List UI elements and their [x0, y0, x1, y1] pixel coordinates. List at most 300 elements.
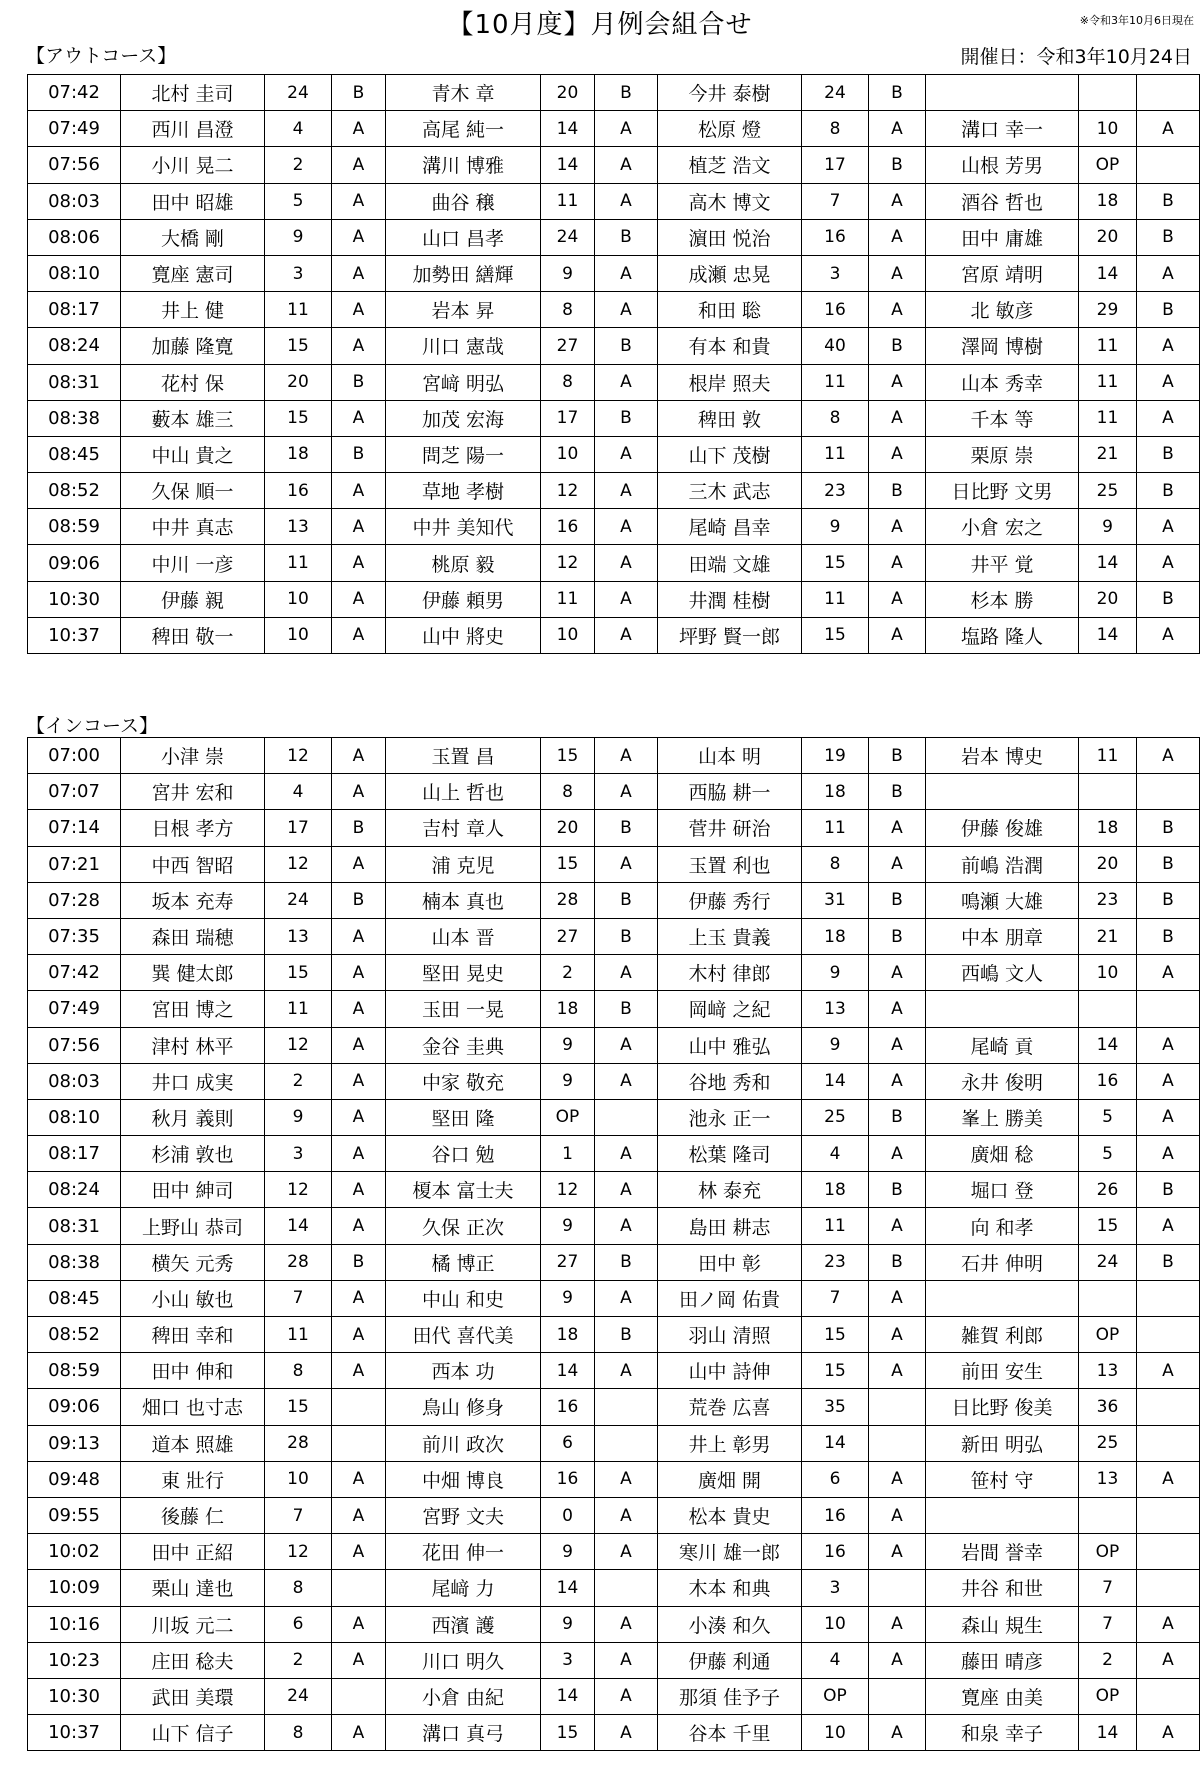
player-handicap: 16 — [802, 1534, 869, 1570]
player-handicap: OP — [802, 1678, 869, 1714]
player-class: A — [1137, 255, 1200, 291]
table-row — [28, 1497, 1200, 1533]
player-class: A — [332, 1280, 386, 1316]
player-name: 道本 照雄 — [121, 1425, 265, 1461]
player-handicap: 27 — [541, 328, 595, 364]
player-handicap: 8 — [265, 1715, 332, 1751]
player-handicap: 7 — [802, 1280, 869, 1316]
player-handicap: OP — [1079, 1534, 1137, 1570]
player-class: B — [869, 75, 926, 111]
player-name: 井上 彰男 — [658, 1425, 802, 1461]
player-class — [1137, 1317, 1200, 1353]
player-name: 廣畑 開 — [658, 1461, 802, 1497]
player-handicap: 3 — [265, 255, 332, 291]
player-handicap: 9 — [541, 1606, 595, 1642]
player-name: 和田 聡 — [658, 292, 802, 328]
player-name: 花村 保 — [121, 364, 265, 400]
player-class: A — [332, 774, 386, 810]
player-handicap — [1079, 1280, 1137, 1316]
table-row — [28, 810, 1200, 846]
in-course-table — [27, 737, 1200, 1751]
player-class: A — [332, 617, 386, 653]
player-name: 林 泰充 — [658, 1172, 802, 1208]
player-handicap: 7 — [265, 1280, 332, 1316]
player-name: 宮野 文夫 — [386, 1497, 541, 1533]
player-handicap: 20 — [1079, 846, 1137, 882]
player-handicap: 21 — [1079, 918, 1137, 954]
table-row — [28, 473, 1200, 509]
player-name: 高木 博文 — [658, 183, 802, 219]
player-class: A — [595, 1461, 658, 1497]
player-name: 草地 孝樹 — [386, 473, 541, 509]
player-handicap: 24 — [265, 1678, 332, 1714]
table-row — [28, 436, 1200, 472]
player-name: 堅田 晃史 — [386, 955, 541, 991]
player-name: 荒巻 広喜 — [658, 1389, 802, 1425]
player-handicap: 10 — [265, 617, 332, 653]
player-handicap: 18 — [541, 991, 595, 1027]
player-class — [1137, 1280, 1200, 1316]
player-name: 吉村 章人 — [386, 810, 541, 846]
player-class: A — [332, 219, 386, 255]
tee-time: 07:56 — [28, 147, 121, 183]
player-name: 庄田 稔夫 — [121, 1642, 265, 1678]
player-class: A — [332, 1534, 386, 1570]
player-name: 川口 明久 — [386, 1642, 541, 1678]
table-row — [28, 1389, 1200, 1425]
tee-time: 09:06 — [28, 1389, 121, 1425]
player-name: 小津 崇 — [121, 738, 265, 774]
tee-time: 08:45 — [28, 1280, 121, 1316]
player-name: 浦 克児 — [386, 846, 541, 882]
player-name: 中井 美知代 — [386, 509, 541, 545]
player-handicap: 19 — [802, 738, 869, 774]
player-handicap: 8 — [541, 292, 595, 328]
player-handicap: 14 — [1079, 255, 1137, 291]
player-handicap: 24 — [802, 75, 869, 111]
player-handicap: 3 — [802, 255, 869, 291]
player-handicap: 6 — [265, 1606, 332, 1642]
player-class: A — [332, 147, 386, 183]
player-handicap: 15 — [265, 955, 332, 991]
player-handicap: 15 — [541, 846, 595, 882]
player-handicap: 9 — [1079, 509, 1137, 545]
player-name: 菅井 研治 — [658, 810, 802, 846]
player-name: 西嶋 文人 — [926, 955, 1079, 991]
player-name: 杉本 勝 — [926, 581, 1079, 617]
player-class: A — [595, 292, 658, 328]
player-handicap: OP — [1079, 1678, 1137, 1714]
player-name: 岩間 誉幸 — [926, 1534, 1079, 1570]
player-name: 今井 泰樹 — [658, 75, 802, 111]
player-handicap — [1079, 774, 1137, 810]
player-name — [926, 75, 1079, 111]
player-handicap: 4 — [265, 774, 332, 810]
player-name: 川口 憲哉 — [386, 328, 541, 364]
player-handicap: 15 — [265, 400, 332, 436]
player-handicap: 3 — [541, 1642, 595, 1678]
player-handicap: 4 — [265, 111, 332, 147]
player-name: 田中 伸和 — [121, 1353, 265, 1389]
player-handicap: 2 — [265, 1063, 332, 1099]
player-name: 武田 美環 — [121, 1678, 265, 1714]
player-handicap: 8 — [265, 1353, 332, 1389]
player-handicap: 10 — [1079, 955, 1137, 991]
player-class: B — [869, 774, 926, 810]
player-name: 中井 真志 — [121, 509, 265, 545]
player-class — [332, 1425, 386, 1461]
player-handicap: 10 — [802, 1606, 869, 1642]
player-class: B — [595, 1317, 658, 1353]
player-name: 前田 安生 — [926, 1353, 1079, 1389]
player-handicap: 7 — [265, 1497, 332, 1533]
tee-time: 08:17 — [28, 292, 121, 328]
in-course-label: 【インコース】 — [26, 715, 159, 737]
player-class — [332, 1570, 386, 1606]
player-name: 日根 孝方 — [121, 810, 265, 846]
player-class: A — [869, 400, 926, 436]
player-name: 田中 昭雄 — [121, 183, 265, 219]
player-handicap: 11 — [541, 581, 595, 617]
player-handicap: 12 — [541, 473, 595, 509]
player-class: B — [332, 1244, 386, 1280]
player-class: A — [869, 1317, 926, 1353]
player-class: A — [869, 1534, 926, 1570]
player-class: A — [869, 846, 926, 882]
player-class: A — [595, 473, 658, 509]
player-handicap: 14 — [541, 147, 595, 183]
player-class: A — [332, 473, 386, 509]
player-class: A — [595, 955, 658, 991]
player-name: 山中 詩伸 — [658, 1353, 802, 1389]
tee-time: 08:31 — [28, 364, 121, 400]
player-name: 日比野 文男 — [926, 473, 1079, 509]
player-handicap: 14 — [1079, 1027, 1137, 1063]
player-handicap — [1079, 1497, 1137, 1533]
player-name: 西濱 護 — [386, 1606, 541, 1642]
tee-time: 08:59 — [28, 1353, 121, 1389]
player-name: 笹村 守 — [926, 1461, 1079, 1497]
tee-time: 10:16 — [28, 1606, 121, 1642]
player-name: 井上 健 — [121, 292, 265, 328]
player-handicap: 5 — [1079, 1136, 1137, 1172]
player-class: A — [869, 292, 926, 328]
player-handicap: 20 — [1079, 581, 1137, 617]
player-class — [1137, 991, 1200, 1027]
player-class: B — [1137, 810, 1200, 846]
player-name: 井口 成実 — [121, 1063, 265, 1099]
player-class: A — [869, 1606, 926, 1642]
tee-time: 08:45 — [28, 436, 121, 472]
player-class: A — [595, 436, 658, 472]
player-class: A — [332, 292, 386, 328]
player-class: A — [332, 545, 386, 581]
table-row — [28, 1063, 1200, 1099]
player-class: A — [332, 1027, 386, 1063]
player-name: 田端 文雄 — [658, 545, 802, 581]
player-name: 羽山 清照 — [658, 1317, 802, 1353]
player-name: 三木 武志 — [658, 473, 802, 509]
player-class: A — [869, 1208, 926, 1244]
player-class: A — [1137, 1063, 1200, 1099]
player-class: A — [332, 1172, 386, 1208]
player-name: 横矢 元秀 — [121, 1244, 265, 1280]
player-handicap: 27 — [541, 918, 595, 954]
player-name: 楠本 真也 — [386, 882, 541, 918]
player-handicap: 23 — [1079, 882, 1137, 918]
player-name: 中川 一彦 — [121, 545, 265, 581]
table-row — [28, 918, 1200, 954]
player-handicap: 2 — [541, 955, 595, 991]
player-class: B — [869, 1172, 926, 1208]
player-class: B — [1137, 1172, 1200, 1208]
player-name: 稗田 幸和 — [121, 1317, 265, 1353]
player-name: 大橋 剛 — [121, 219, 265, 255]
table-row — [28, 219, 1200, 255]
player-class: A — [869, 1136, 926, 1172]
player-handicap: 16 — [541, 1461, 595, 1497]
player-name: 問芝 陽一 — [386, 436, 541, 472]
table-row — [28, 955, 1200, 991]
tee-time: 09:13 — [28, 1425, 121, 1461]
player-class: B — [1137, 183, 1200, 219]
player-name: 津村 林平 — [121, 1027, 265, 1063]
player-handicap: 10 — [265, 581, 332, 617]
player-handicap: 21 — [1079, 436, 1137, 472]
player-handicap: 14 — [1079, 617, 1137, 653]
player-class: A — [1137, 1099, 1200, 1135]
player-handicap: 9 — [541, 1027, 595, 1063]
player-name: 木本 和典 — [658, 1570, 802, 1606]
player-name: 田中 紳司 — [121, 1172, 265, 1208]
player-class — [869, 1678, 926, 1714]
table-row — [28, 846, 1200, 882]
player-class — [869, 1389, 926, 1425]
tee-time: 08:06 — [28, 219, 121, 255]
player-class: A — [332, 1317, 386, 1353]
player-name: 成瀬 忠晃 — [658, 255, 802, 291]
player-class: A — [332, 400, 386, 436]
table-row — [28, 75, 1200, 111]
player-class — [1137, 1389, 1200, 1425]
player-handicap: 26 — [1079, 1172, 1137, 1208]
player-name: 藤田 晴彦 — [926, 1642, 1079, 1678]
player-handicap: 23 — [802, 1244, 869, 1280]
player-name: 前嶋 浩潤 — [926, 846, 1079, 882]
player-handicap: 24 — [541, 219, 595, 255]
player-class: A — [595, 1678, 658, 1714]
player-handicap: 18 — [1079, 810, 1137, 846]
player-handicap: 10 — [1079, 111, 1137, 147]
player-handicap: 18 — [1079, 183, 1137, 219]
player-handicap: 11 — [541, 183, 595, 219]
player-class: A — [869, 1027, 926, 1063]
player-name: 松原 燈 — [658, 111, 802, 147]
player-name: 尾崎 貢 — [926, 1027, 1079, 1063]
player-name — [926, 774, 1079, 810]
table-row — [28, 882, 1200, 918]
player-handicap: 1 — [541, 1136, 595, 1172]
player-class: A — [1137, 1461, 1200, 1497]
player-class: A — [869, 219, 926, 255]
player-handicap: 16 — [541, 509, 595, 545]
tee-time: 09:06 — [28, 545, 121, 581]
player-handicap: 11 — [802, 364, 869, 400]
player-name: 宮田 博之 — [121, 991, 265, 1027]
player-name: 山上 哲也 — [386, 774, 541, 810]
player-class: B — [332, 436, 386, 472]
player-handicap: 8 — [541, 774, 595, 810]
tee-time: 07:42 — [28, 955, 121, 991]
player-class: A — [869, 111, 926, 147]
player-handicap: 9 — [541, 1063, 595, 1099]
player-name: 金谷 圭典 — [386, 1027, 541, 1063]
player-class: A — [332, 1642, 386, 1678]
player-name: 新田 明弘 — [926, 1425, 1079, 1461]
player-class: A — [595, 581, 658, 617]
table-row — [28, 1353, 1200, 1389]
tee-time: 07:35 — [28, 918, 121, 954]
player-handicap: 15 — [1079, 1208, 1137, 1244]
player-class — [1137, 75, 1200, 111]
player-name: 谷本 千里 — [658, 1715, 802, 1751]
player-class: A — [332, 1715, 386, 1751]
player-handicap: 13 — [265, 509, 332, 545]
player-handicap: OP — [1079, 1317, 1137, 1353]
player-class: A — [869, 545, 926, 581]
tee-time: 07:42 — [28, 75, 121, 111]
player-handicap: 6 — [802, 1461, 869, 1497]
player-class: A — [332, 1063, 386, 1099]
player-name: 澤岡 博樹 — [926, 328, 1079, 364]
player-name: 寒川 雄一郎 — [658, 1534, 802, 1570]
player-class: A — [869, 810, 926, 846]
tee-time: 07:00 — [28, 738, 121, 774]
player-handicap: 27 — [541, 1244, 595, 1280]
player-name: 久保 正次 — [386, 1208, 541, 1244]
player-name: 井潤 桂樹 — [658, 581, 802, 617]
table-row — [28, 1642, 1200, 1678]
player-handicap: 9 — [541, 1208, 595, 1244]
player-class: B — [595, 1244, 658, 1280]
tee-time: 09:55 — [28, 1497, 121, 1533]
player-name: 稗田 敬一 — [121, 617, 265, 653]
player-class: A — [332, 509, 386, 545]
player-handicap: 16 — [265, 473, 332, 509]
player-class: A — [869, 1642, 926, 1678]
player-handicap: 31 — [802, 882, 869, 918]
player-class — [1137, 1534, 1200, 1570]
player-class: B — [1137, 473, 1200, 509]
player-name: 田代 喜代美 — [386, 1317, 541, 1353]
player-class: A — [595, 1606, 658, 1642]
player-name: 向 和孝 — [926, 1208, 1079, 1244]
player-name: 川坂 元二 — [121, 1606, 265, 1642]
player-name: 根岸 照夫 — [658, 364, 802, 400]
player-name: 坂本 充寿 — [121, 882, 265, 918]
player-class: A — [595, 183, 658, 219]
player-handicap: 5 — [1079, 1099, 1137, 1135]
tee-time: 10:02 — [28, 1534, 121, 1570]
player-class: B — [869, 882, 926, 918]
player-name: 永井 俊明 — [926, 1063, 1079, 1099]
player-name: 上玉 貴義 — [658, 918, 802, 954]
player-handicap: 2 — [265, 147, 332, 183]
player-handicap: 11 — [1079, 400, 1137, 436]
player-name: 玉置 昌 — [386, 738, 541, 774]
player-name: 田中 庸雄 — [926, 219, 1079, 255]
player-class: A — [595, 1534, 658, 1570]
player-handicap: 3 — [802, 1570, 869, 1606]
player-name: 堀口 登 — [926, 1172, 1079, 1208]
player-class: A — [1137, 1606, 1200, 1642]
player-handicap: 20 — [1079, 219, 1137, 255]
table-row — [28, 1606, 1200, 1642]
player-class: A — [869, 509, 926, 545]
player-handicap: 10 — [802, 1715, 869, 1751]
player-class: A — [595, 1715, 658, 1751]
player-class: A — [1137, 111, 1200, 147]
player-name: 堅田 隆 — [386, 1099, 541, 1135]
player-handicap: 13 — [1079, 1353, 1137, 1389]
player-name: 上野山 恭司 — [121, 1208, 265, 1244]
player-class: A — [595, 1642, 658, 1678]
player-class: B — [595, 219, 658, 255]
player-name: 岩本 昇 — [386, 292, 541, 328]
player-class: A — [869, 436, 926, 472]
player-name: 坪野 賢一郎 — [658, 617, 802, 653]
player-name: 久保 順一 — [121, 473, 265, 509]
table-row — [28, 1280, 1200, 1316]
player-class — [332, 1389, 386, 1425]
player-class: A — [332, 111, 386, 147]
player-class: A — [332, 1353, 386, 1389]
player-name: 那須 佳予子 — [658, 1678, 802, 1714]
tee-time: 07:56 — [28, 1027, 121, 1063]
player-name: 栗山 達也 — [121, 1570, 265, 1606]
player-handicap: 13 — [1079, 1461, 1137, 1497]
player-class — [1137, 774, 1200, 810]
player-class: A — [1137, 1642, 1200, 1678]
player-class — [595, 1425, 658, 1461]
page-title: 【10月度】月例会組合せ — [447, 10, 753, 40]
player-class: A — [869, 1461, 926, 1497]
player-handicap: 11 — [265, 1317, 332, 1353]
tee-time: 10:37 — [28, 617, 121, 653]
tee-time: 10:37 — [28, 1715, 121, 1751]
table-row — [28, 1534, 1200, 1570]
tee-time: 08:03 — [28, 1063, 121, 1099]
tee-time: 07:14 — [28, 810, 121, 846]
tee-time: 08:10 — [28, 255, 121, 291]
player-handicap: 8 — [802, 400, 869, 436]
player-handicap: 29 — [1079, 292, 1137, 328]
player-handicap: 11 — [1079, 364, 1137, 400]
player-class: A — [1137, 509, 1200, 545]
player-name: 秋月 義則 — [121, 1099, 265, 1135]
player-name: 森田 瑞穂 — [121, 918, 265, 954]
tee-time: 07:49 — [28, 111, 121, 147]
player-name: 寛座 憲司 — [121, 255, 265, 291]
player-handicap: 13 — [265, 918, 332, 954]
player-class — [1137, 147, 1200, 183]
table-row — [28, 1099, 1200, 1135]
table-row — [28, 774, 1200, 810]
player-name: 玉田 一晃 — [386, 991, 541, 1027]
table-row — [28, 1425, 1200, 1461]
player-handicap: 40 — [802, 328, 869, 364]
player-name: 桃原 毅 — [386, 545, 541, 581]
